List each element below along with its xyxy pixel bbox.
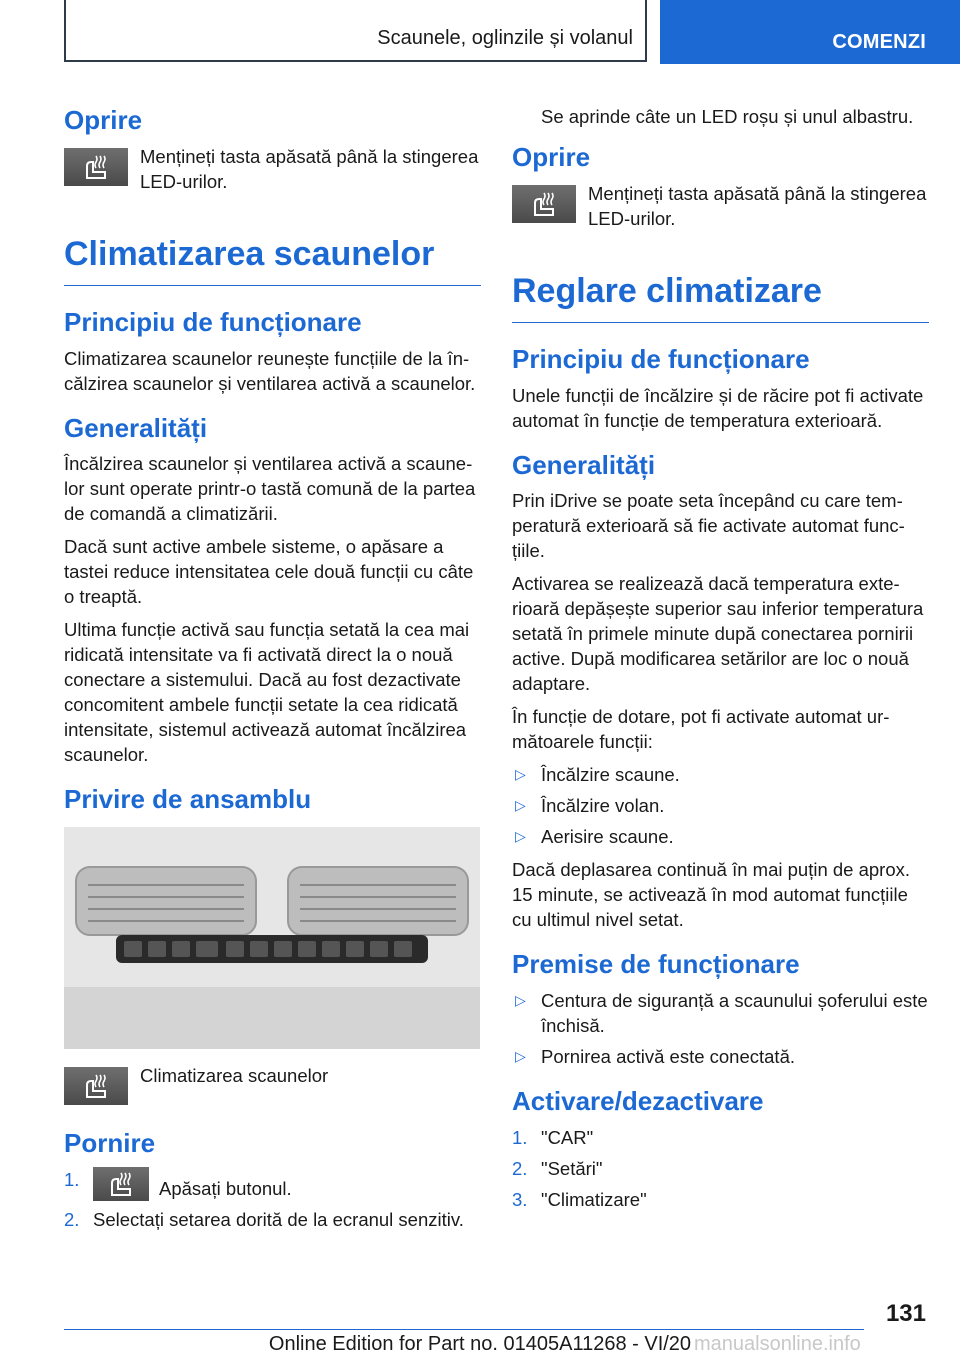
chapter-title-climatizarea: Climatizarea scaunelor: [64, 234, 481, 286]
oprire-row: [64, 144, 481, 194]
watermark: manualsonline.info: [694, 1333, 861, 1355]
triangle-right-icon: ▷: [515, 797, 526, 814]
list-item: [512, 1156, 929, 1181]
seat-climate-icon: [64, 148, 128, 186]
generalitati-heading: Generalități: [64, 412, 208, 443]
generalitati-p1: Prin iDrive se poate seta începând cu care temperatură exterioară să fie activate automat funcțiile.: [512, 490, 905, 562]
premise-heading: Premise de funcționare: [512, 949, 800, 980]
list-item: [512, 824, 929, 849]
step-text: "Setări": [541, 1158, 603, 1180]
step-number: 3.: [512, 1189, 528, 1211]
triangle-right-icon: ▷: [515, 828, 526, 845]
list-item-text: Pornirea activă este conectată.: [541, 1046, 796, 1068]
seat-climate-icon: [64, 1067, 128, 1105]
chapter-title-reglare: Reglare climatizare: [512, 271, 929, 323]
footer-divider: [64, 1329, 864, 1330]
triangle-right-icon: ▷: [515, 1048, 526, 1065]
step-text: "CAR": [541, 1127, 594, 1149]
oprire-heading: Oprire: [64, 105, 143, 135]
premise-list: [512, 988, 929, 1069]
functions-list: [512, 762, 929, 849]
list-item: [512, 988, 929, 1038]
list-item: [512, 762, 929, 787]
list-item-text: Centura de siguranță a scaunului șoferului este închisă.: [541, 990, 928, 1037]
triangle-right-icon: ▷: [515, 766, 526, 783]
seat-climate-icon: [512, 185, 576, 223]
oprire-text: Mențineți tasta apăsată până la stingerea LED-urilor.: [588, 182, 927, 229]
generalitati-p2: Activarea se realizează dacă temperatura exterioară depășește superior sau inferior temperatura setată în primele minute după conectarea pornirii active. După modificarea setărilor are loc o nouă adaptare.: [512, 573, 924, 695]
principiu-text: Climatizarea scaunelor reunește funcțiile de la încălzirea scaunelor și ventilarea activă a scaunelor.: [64, 347, 476, 394]
step-text: "Climatizare": [541, 1189, 647, 1211]
list-item-text: Încălzire volan.: [541, 795, 665, 817]
climate-panel-photo: [64, 827, 480, 1049]
principiu-text: Unele funcții de încălzire și de răcire pot fi activate automat în funcție de temperatura exterioară.: [512, 384, 924, 431]
step-number: 1.: [64, 1169, 80, 1191]
list-item-text: Aerisire scaune.: [541, 826, 674, 848]
intro-text: Se aprinde câte un LED roșu și unul albastru.: [541, 106, 914, 127]
edition-text: Online Edition for Part no. 01405A11268 - VI/20: [268, 1333, 692, 1355]
step-text: Apăsați butonul.: [159, 1178, 292, 1200]
step-number: 2.: [512, 1158, 528, 1180]
triangle-right-icon: ▷: [515, 992, 526, 1009]
pornire-steps: [64, 1167, 481, 1232]
page-header: [0, 0, 960, 66]
page-number: 131: [885, 1300, 926, 1327]
generalitati-p3: Ultima funcție activă sau funcția setată la cea mai ridicată intensitate va fi activată direct la o nouă conectare a sistemului. Dacă au fost dezactivate concomitent ambele funcții setate la cea ridicată intensitate, sistemul activează automat încălzirea scaunelor.: [64, 619, 470, 766]
pornire-heading: Pornire: [64, 1128, 156, 1159]
chapter-tab[interactable]: [660, 0, 960, 64]
list-item: [512, 793, 929, 818]
left-column: [64, 96, 481, 1240]
list-item-text: Încălzire scaune.: [541, 764, 680, 786]
seat-climate-icon: [93, 1167, 149, 1201]
list-item: [64, 1207, 481, 1232]
generalitati-p3: În funcție de dotare, pot fi activate automat următoarele funcții:: [512, 706, 890, 753]
activare-steps: [512, 1125, 929, 1212]
oprire-row: [512, 181, 929, 231]
step-number: 2.: [64, 1209, 80, 1231]
right-column: [512, 96, 929, 1220]
generalitati-heading: Generalități: [512, 449, 656, 480]
section-title-box: [64, 0, 647, 62]
list-item: [512, 1044, 929, 1069]
privire-heading: Privire de ansamblu: [64, 784, 312, 815]
generalitati-p1: Încălzirea scaunelor și ventilarea activă a scaunelor sunt operate printr-o tastă comună de la partea de comandă a climatizării.: [64, 453, 476, 525]
oprire-text: Mențineți tasta apăsată până la stingerea LED-urilor.: [140, 145, 479, 192]
oprire-heading: Oprire: [512, 142, 591, 172]
photo-caption: Climatizarea scaunelor: [140, 1065, 329, 1087]
step-number: 1.: [512, 1127, 528, 1149]
generalitati-p4: Dacă deplasarea continuă în mai puțin de aprox. 15 minute, se activează în mod automat funcțiile cu ultimul nivel setat.: [512, 859, 911, 931]
generalitati-p2: Dacă sunt active ambele sisteme, o apăsare a tastei reduce intensitatea cele două funcții cu câte o treaptă.: [64, 536, 474, 608]
principiu-heading: Principiu de funcționare: [64, 306, 362, 337]
list-item: [512, 1125, 929, 1150]
step-text: Selectați setarea dorită de la ecranul senzitiv.: [93, 1209, 464, 1231]
section-title: Scaunele, oglinzile și volanul: [377, 27, 633, 49]
chapter-tab-label: COMENZI: [832, 31, 926, 53]
caption-row: [64, 1063, 481, 1105]
list-item: [512, 1187, 929, 1212]
list-item: [64, 1167, 481, 1201]
principiu-heading: Principiu de funcționare: [512, 343, 810, 374]
activare-heading: Activare/dezactivare: [512, 1086, 764, 1117]
